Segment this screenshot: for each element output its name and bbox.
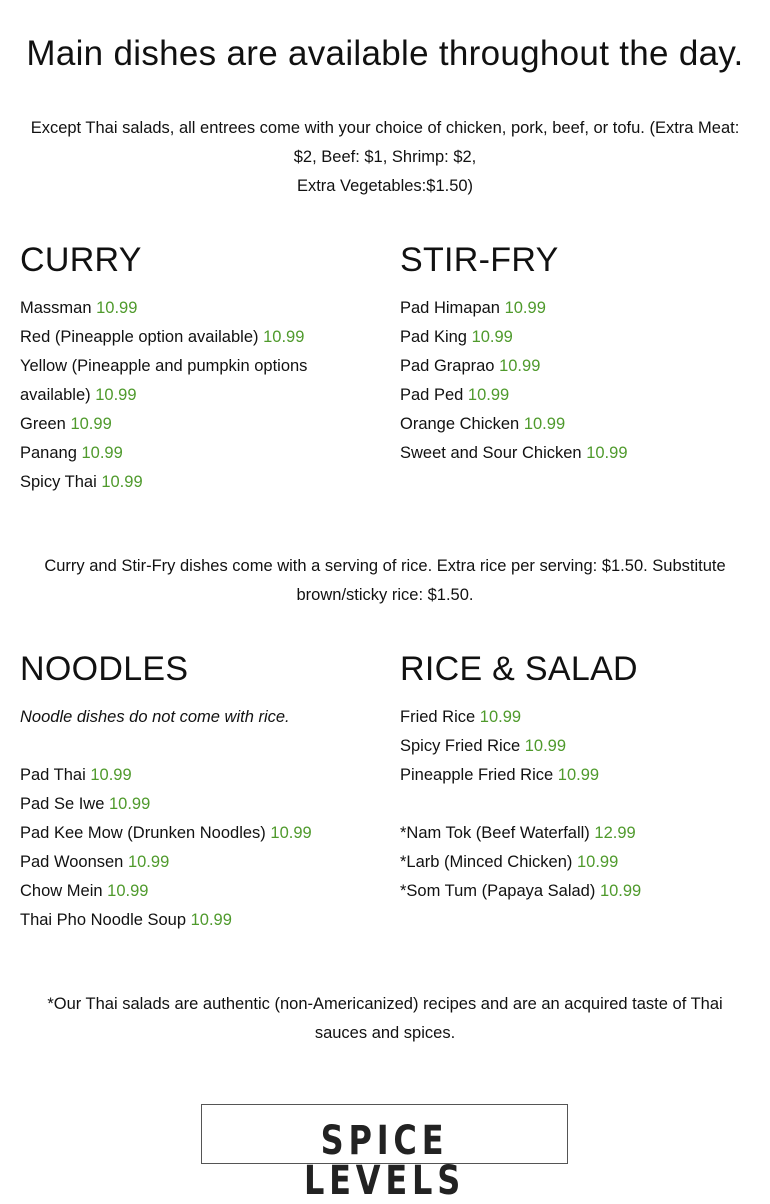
menu-item: [20, 468, 360, 497]
salad-note: *Our Thai salads are authentic (non-Americanized) recipes and are an acquired taste of Thai sauces and spices.: [47, 995, 723, 1042]
menu-item: [400, 439, 740, 468]
item-name: Pad Kee Mow (Drunken Noodles): [20, 824, 266, 842]
menu-item: [20, 819, 360, 848]
item-name: Sweet and Sour Chicken: [400, 444, 582, 462]
menu-item: [20, 761, 360, 790]
item-price: 10.99: [108, 795, 151, 813]
curry-title: CURRY: [20, 241, 142, 279]
item-price: 10.99: [127, 853, 170, 871]
item-price: 10.99: [586, 444, 628, 462]
item-price: 12.99: [594, 824, 636, 842]
menu-item: [400, 294, 740, 323]
stir-fry-list: [400, 294, 740, 468]
menu-item: [400, 877, 740, 906]
menu-item: [20, 294, 360, 323]
item-price: 10.99: [467, 386, 510, 404]
intro-note-line2: Extra Vegetables:$1.50): [296, 177, 474, 195]
noodles-title: NOODLES: [20, 650, 189, 688]
item-price: 10.99: [263, 328, 305, 346]
stir-fry-section: [400, 240, 740, 468]
item-name: *Larb (Minced Chicken): [400, 853, 573, 871]
menu-item: [20, 790, 360, 819]
menu-item: [400, 761, 740, 790]
spice-levels-banner: [201, 1104, 568, 1204]
item-price: 10.99: [96, 299, 138, 317]
item-name: Pad Se Iwe: [20, 795, 105, 813]
item-price: 10.99: [81, 444, 123, 462]
rice-salad-title: RICE & SALAD: [400, 650, 638, 688]
item-name: Pad Woonsen: [20, 853, 124, 871]
rice-salad-section: [400, 649, 740, 906]
item-name: Thai Pho Noodle Soup: [20, 911, 187, 929]
menu-item: [400, 732, 740, 761]
menu-item: [400, 848, 740, 877]
stir-fry-title: STIR-FRY: [400, 241, 559, 279]
menu-item: [400, 323, 740, 352]
item-name: Pad King: [400, 328, 467, 346]
curry-list: [20, 294, 360, 497]
menu-item: [20, 877, 360, 906]
item-name: Pad Himapan: [400, 299, 500, 317]
item-name: Pad Graprao: [400, 357, 495, 375]
noodles-list: [20, 761, 360, 935]
rice-list: [400, 703, 740, 790]
item-price: 10.99: [499, 357, 541, 375]
item-price: 10.99: [557, 766, 600, 784]
item-name: Panang: [20, 444, 77, 462]
menu-item: [400, 819, 740, 848]
item-price: 10.99: [190, 911, 232, 929]
menu-item: [400, 703, 740, 732]
item-price: 10.99: [95, 386, 137, 404]
menu-item: [20, 410, 360, 439]
item-price: 10.99: [90, 766, 132, 784]
intro-note: [20, 114, 750, 201]
rice-note: Curry and Stir-Fry dishes come with a serving of rice. Extra rice per serving: $1.50. Substitute brown/sticky rice: $1.50.: [44, 557, 726, 604]
noodles-note: Noodle dishes do not come with rice.: [20, 708, 290, 726]
menu-item: [20, 352, 360, 410]
menu-item: [20, 323, 360, 352]
noodles-section: [20, 649, 360, 935]
item-price: 10.99: [524, 737, 567, 755]
item-name: Orange Chicken: [400, 415, 520, 433]
item-name: Spicy Fried Rice: [400, 737, 521, 755]
item-name: Red (Pineapple option available): [20, 328, 259, 346]
spice-levels-title: SPICE LEVELS: [303, 1118, 466, 1204]
menu-item: [400, 410, 740, 439]
menu-item: [400, 381, 740, 410]
item-name: Pad Thai: [20, 766, 86, 784]
item-price: 10.99: [599, 882, 642, 900]
item-price: 10.99: [107, 882, 149, 900]
curry-section: [20, 240, 360, 497]
salad-list: [400, 819, 740, 906]
item-name: Fried Rice: [400, 708, 476, 726]
item-name: Massman: [20, 299, 92, 317]
item-price: 10.99: [479, 708, 522, 726]
item-name: Green: [20, 415, 66, 433]
item-name: Pineapple Fried Rice: [400, 766, 554, 784]
item-price: 10.99: [101, 473, 143, 491]
item-price: 10.99: [70, 415, 112, 433]
item-price: 10.99: [504, 299, 546, 317]
intro-note-line1: Except Thai salads, all entrees come with your choice of chicken, pork, beef, or tofu. (Extra Meat: $2, Beef: $1, Shrimp: $2,: [30, 119, 740, 166]
item-price: 10.99: [270, 824, 312, 842]
item-price: 10.99: [577, 853, 619, 871]
page-heading: Main dishes are available throughout the day.: [26, 34, 744, 73]
item-name: Chow Mein: [20, 882, 103, 900]
menu-item: [20, 848, 360, 877]
menu-item: [400, 352, 740, 381]
item-price: 10.99: [523, 415, 566, 433]
menu-item: [20, 439, 360, 468]
item-price: 10.99: [471, 328, 513, 346]
item-name: *Som Tum (Papaya Salad): [400, 882, 596, 900]
item-name: Spicy Thai: [20, 473, 97, 491]
item-name: Yellow (Pineapple and pumpkin options available): [20, 357, 308, 404]
item-name: Pad Ped: [400, 386, 464, 404]
menu-item: [20, 906, 360, 935]
item-name: *Nam Tok (Beef Waterfall): [400, 824, 590, 842]
